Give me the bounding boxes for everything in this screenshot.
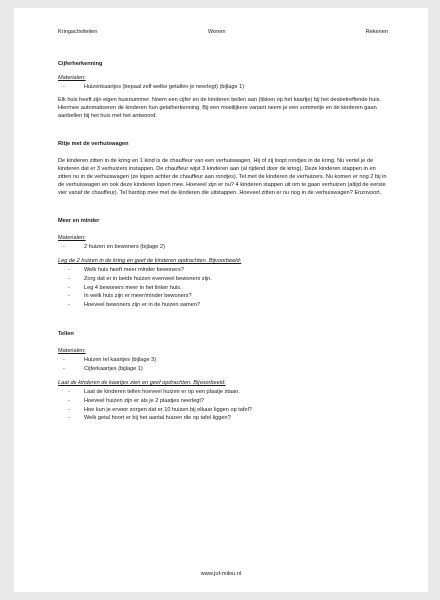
bullet-marker: - [68, 415, 70, 422]
materials-label: Materialen: [58, 235, 86, 241]
material-item [58, 243, 388, 251]
list-item [58, 275, 388, 284]
bullet-marker: - [68, 397, 70, 404]
header-center-text: Wonen [208, 29, 226, 35]
bullet-marker: - [68, 284, 70, 291]
material-text: Huizen tel kaartjes (bijlage 3) [84, 356, 157, 363]
dash-marker: - [63, 84, 65, 90]
section-meer-en-minder [58, 217, 388, 310]
dash-marker: - [63, 244, 65, 250]
bullet-marker: - [68, 406, 70, 413]
material-item [58, 365, 388, 373]
section-title: Cijferherkenning [58, 61, 103, 67]
materials-label: Materialen: [58, 75, 86, 81]
list-item [58, 406, 388, 415]
section-cijferherkenning [58, 60, 388, 120]
material-item [58, 356, 388, 364]
list-item [58, 414, 388, 423]
section-ritje-verhuiswagen [58, 140, 388, 197]
list-item-text: In welk huis zijn er meer/minder bewoners? [84, 293, 192, 300]
header-left-text: Kringactiviteiten [58, 29, 98, 35]
section-title: Tellen [58, 330, 74, 337]
list-item-text: Hoeveel huizen zijn er als je 2 plaatjes neerlegt? [84, 397, 205, 404]
document-page [14, 8, 428, 592]
bullet-marker: - [68, 267, 70, 273]
list-item-text: Zorg dat er in beide huizen evenveel bewoners zijn. [84, 275, 212, 282]
task-list [58, 388, 388, 423]
dash-marker: - [63, 365, 65, 372]
list-item-text: Welk getal hoort er bij het aantal huizen die op tafel liggen? [84, 415, 231, 422]
material-text: 2 huizen en bewoners (bijlage 2) [84, 244, 165, 250]
section-title: Ritje met de verhuiswagen [58, 141, 129, 147]
dash-marker: - [63, 356, 65, 363]
list-item [58, 266, 388, 275]
list-item-text: Leg 4 bewoners meer in het linker huis. [84, 284, 182, 291]
material-item [58, 83, 388, 91]
page-header [58, 28, 388, 36]
list-item-text: Welk huis heeft meer minder bewoners? [84, 267, 185, 273]
materials-label: Materialen: [58, 347, 86, 354]
footer-url: www.juf-milou.nl [200, 571, 242, 577]
page-content [58, 60, 388, 423]
header-right-text: Rekenen [365, 29, 388, 35]
section-tellen [58, 330, 388, 423]
task-list [58, 266, 388, 310]
bullet-marker: - [68, 293, 70, 300]
section-title: Meer en minder [58, 218, 100, 224]
section-paragraph: De kinderen zitten in de kring en 1 kind is de chauffeur van een verhuiswagen. Hij of zij loopt rondjes in de kring. Nu vertel je de kinderen dat er 3 verhuizers instappen. De chauffeur wijst 3 kinderen aan (al rijdend door de kring). Deze kinderen stappen in en zitten nu in de verhuiswagen (ze lopen achter de chauffeur aan rondjes). Tel met de kinderen de verhuizers. Nu komen er nog 2 bij in de verhuiswagen en ook deze kinderen lopen mee. Hoeveel zijn er nu? 4 kinderen stappen uit om te gaan verhuizen (altijd de eerste vier vanaf de chauffeur). Tel hardop mee met de kinderen die uitstappen. Hoeveel zitten er nu nog in de verhuiswagen? Enzovoort. [58, 158, 387, 196]
list-item [58, 397, 388, 406]
bullet-marker: - [68, 388, 70, 395]
instruction-text: Leg de 2 huizen in de kring en geef de kinderen opdrachten. Bijvoorbeeld: [58, 258, 242, 264]
material-text: Huizenkaartjes (bepaal zelf welke getallen je neerlegt) (bijlage 1) [84, 84, 245, 90]
list-item [58, 284, 388, 293]
list-item [58, 301, 388, 310]
bullet-marker: - [68, 302, 70, 309]
list-item-text: Hoe kun je ervoor zorgen dat er 10 huizen bij elkaar liggen op tafel? [84, 406, 252, 413]
list-item-text: Hoeveel bewoners zijn er in de huizen samen? [84, 302, 200, 309]
bullet-marker: - [68, 275, 70, 282]
list-item [58, 292, 388, 301]
list-item [58, 388, 388, 397]
material-text: Cijferkaartjes (bijlage 1) [84, 365, 143, 372]
section-paragraph: Elk huis heeft zijn eigen huisnummer. Noem een cijfer en de kinderen bellen aan (tikken op het kaartje) bij het desbetreffende huis. Hiermee automatiseren de kinderen hun getalherkenning. Bij een moeilijkere variant neem je een sommetje en de kinderen gaan aanbellen bij het huis met het antwoord. [58, 97, 381, 119]
instruction-text: Laat de kinderen de kaartjes zien en geef opdrachten. Bijvoorbeeld: [58, 379, 226, 386]
list-item-text: Laat de kinderen tellen hoeveel huizen er op een plaatje staan. [84, 388, 240, 395]
